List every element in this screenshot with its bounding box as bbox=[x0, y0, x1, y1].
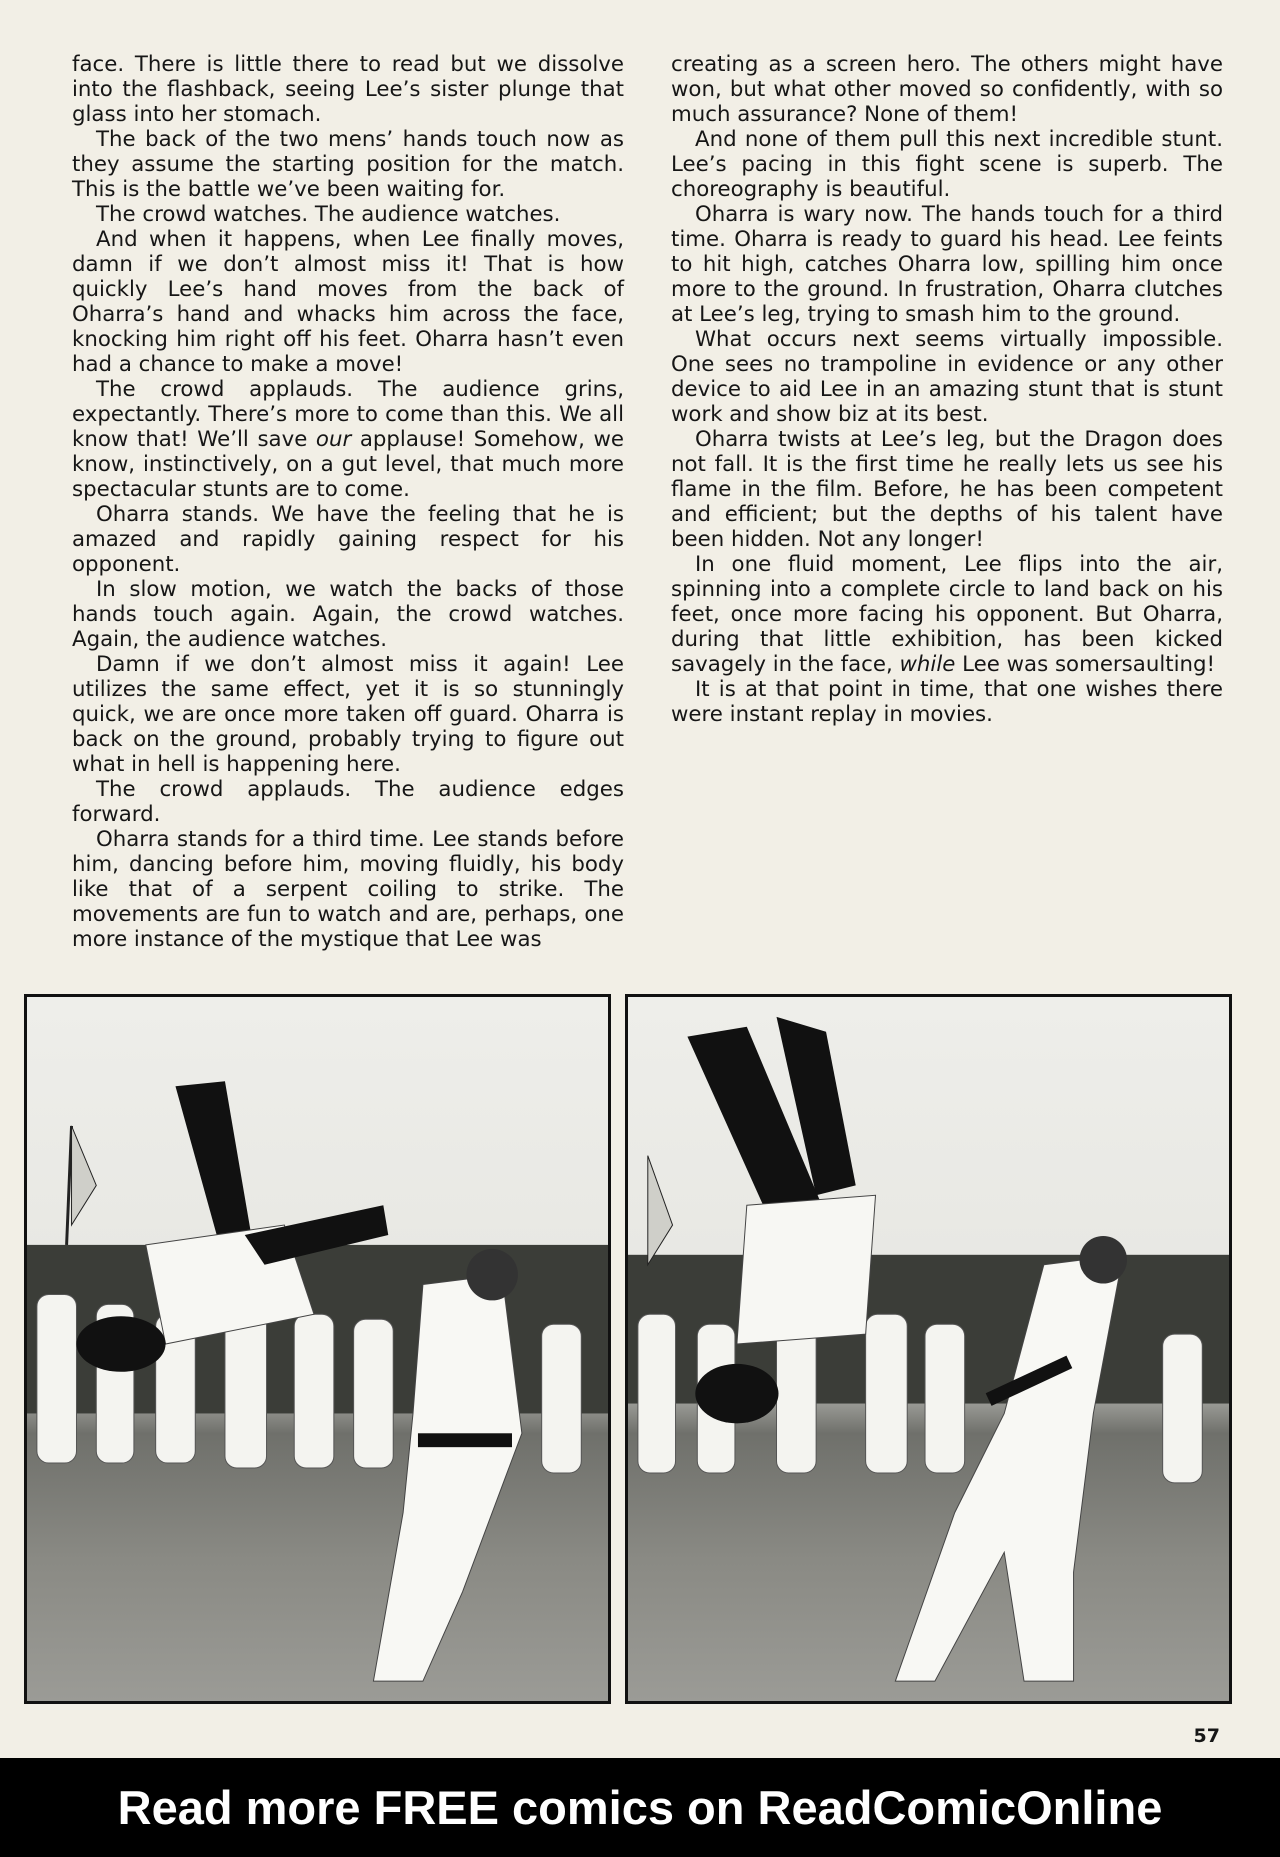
paragraph: It is at that point in time, that one wishes there were instant replay in movies. bbox=[671, 677, 1223, 727]
paragraph: face. There is little there to read but we dissolve into the flashback, seeing Lee’s sister plunge that glass into her stomach. bbox=[72, 52, 624, 127]
photo-flip-kick-left bbox=[24, 994, 611, 1704]
article-column-left bbox=[72, 52, 624, 952]
text-run: Lee was somersaulting! bbox=[955, 652, 1216, 677]
paragraph: Damn if we don’t almost miss it again! Lee utilizes the same effect, yet it is so stunningly quick, we are once more taken off guard. Oharra is back on the ground, probably trying to figure out what in hell is happening here. bbox=[72, 652, 624, 777]
paragraph: What occurs next seems virtually impossible. One sees no trampoline in evidence or any other device to aid Lee in an amazing stunt that is stunt work and show biz at its best. bbox=[671, 327, 1223, 427]
photo-illustration bbox=[27, 997, 608, 1701]
paragraph: Oharra is wary now. The hands touch for a third time. Oharra is ready to guard his head. Lee feints to hit high, catches Oharra low, spilling him once more to the ground. In frustration, Oharra clutches at Lee’s leg, trying to smash him to the ground. bbox=[671, 202, 1223, 327]
page-number: 57 bbox=[1193, 1725, 1220, 1747]
emphasis: our bbox=[315, 427, 352, 452]
paragraph: And none of them pull this next incredible stunt. Lee’s pacing in this fight scene is superb. The choreography is beautiful. bbox=[671, 127, 1223, 202]
paragraph: In slow motion, we watch the backs of those hands touch again. Again, the crowd watches. Again, the audience watches. bbox=[72, 577, 624, 652]
article-column-right bbox=[671, 52, 1223, 727]
paragraph bbox=[671, 552, 1223, 677]
paragraph: The back of the two mens’ hands touch now as they assume the starting position for the match. This is the battle we’ve been waiting for. bbox=[72, 127, 624, 202]
paragraph: And when it happens, when Lee finally moves, damn if we don’t almost miss it! That is how quickly Lee’s hand moves from the back of Oharra’s hand and whacks him across the face, knocking him right off his feet. Oharra hasn’t even had a chance to make a move! bbox=[72, 227, 624, 377]
paragraph: The crowd applauds. The audience edges forward. bbox=[72, 777, 624, 827]
photo-illustration bbox=[628, 997, 1229, 1701]
paragraph: creating as a screen hero. The others might have won, but what other moved so confidently, with so much assurance? None of them! bbox=[671, 52, 1223, 127]
text-run: The crowd applauds. The audience grins, expectantly. There’s more to come than this. We all know that! We’ll save bbox=[72, 377, 624, 452]
paragraph bbox=[72, 377, 624, 502]
paragraph: Oharra stands. We have the feeling that he is amazed and rapidly gaining respect for his opponent. bbox=[72, 502, 624, 577]
emphasis: while bbox=[899, 652, 956, 677]
promo-banner[interactable]: Read more FREE comics on ReadComicOnline bbox=[0, 1758, 1280, 1857]
text-run: applause! Somehow, we know, instinctively, on a gut level, that much more spectacular stunts are to come. bbox=[72, 427, 625, 502]
text-run: In one fluid moment, Lee flips into the air, spinning into a complete circle to land back on his feet, once more facing his opponent. But Oharra, during that little exhibition, has been kicked savagely in the face, bbox=[671, 552, 1223, 677]
photo-flip-kick-right bbox=[625, 994, 1232, 1704]
paragraph: Oharra twists at Lee’s leg, but the Dragon does not fall. It is the first time he really lets us see his flame in the film. Before, he has been competent and efficient; but the depths of his talent have been hidden. Not any longer! bbox=[671, 427, 1223, 552]
paragraph: The crowd watches. The audience watches. bbox=[96, 202, 561, 227]
paragraph: Oharra stands for a third time. Lee stands before him, dancing before him, moving fluidly, his body like that of a serpent coiling to strike. The movements are fun to watch and are, perhaps, one more instance of the mystique that Lee was bbox=[72, 827, 624, 952]
